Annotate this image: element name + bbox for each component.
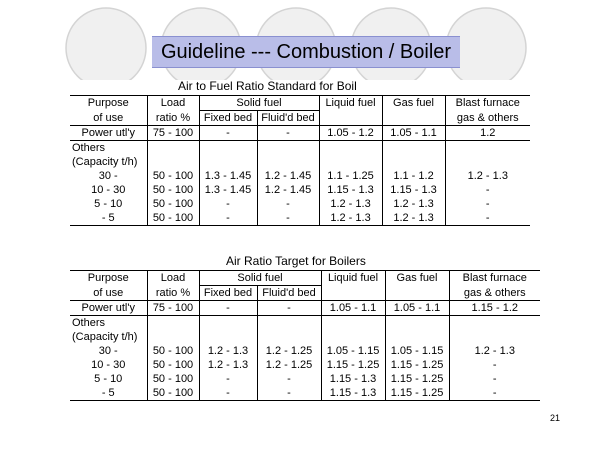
table-row xyxy=(70,316,540,331)
table2-subheader-row xyxy=(70,286,540,301)
cell: - xyxy=(485,198,490,210)
table2-header-row xyxy=(70,271,540,286)
table-row xyxy=(70,358,540,372)
cell: 50 - 100 xyxy=(147,211,199,226)
header-solid-fuel: Solid fuel xyxy=(199,96,319,111)
table-row xyxy=(70,183,530,197)
cell: 1.15 - 1.25 xyxy=(385,386,449,401)
cell: - xyxy=(257,301,321,316)
cell: 1.15 - 1.25 xyxy=(385,372,449,386)
cell: 1.05 - 1.1 xyxy=(385,301,449,316)
cell: 1.2 xyxy=(445,126,530,141)
cell: - 5 xyxy=(70,211,147,226)
header-ratio: ratio % xyxy=(147,111,199,126)
cell: - xyxy=(257,386,321,401)
cell: 1.1 - 1.2 xyxy=(382,169,445,183)
cell: Power utl'y xyxy=(70,126,147,141)
cell: 1.2 - 1.3 xyxy=(319,197,382,211)
cell: 75 - 100 xyxy=(147,126,199,141)
cell: 1.15 - 1.25 xyxy=(385,358,449,372)
cell: 50 - 100 xyxy=(147,386,199,401)
cell: - xyxy=(257,197,319,211)
cell: 1.2 - 1.3 xyxy=(382,211,445,226)
cell: 50 - 100 xyxy=(147,358,199,372)
cell: 5 - 10 xyxy=(70,197,147,211)
cell: 1.15 - 1.3 xyxy=(321,386,385,401)
table-row xyxy=(70,155,530,169)
cell: 1.2 - 1.3 xyxy=(474,345,515,357)
header-blank xyxy=(319,111,382,126)
cell: 1.05 - 1.2 xyxy=(319,126,382,141)
table-row xyxy=(70,126,530,141)
cell: - xyxy=(257,126,319,141)
header-gas-others: gas & others xyxy=(445,111,530,126)
table-row xyxy=(70,197,530,211)
capacity-label: (Capacity t/h) xyxy=(70,330,147,344)
capacity-label: (Capacity t/h) xyxy=(70,155,147,169)
cell: 1.05 - 1.1 xyxy=(382,126,445,141)
cell: 50 - 100 xyxy=(147,372,199,386)
cell: 75 - 100 xyxy=(147,301,199,316)
table-row xyxy=(70,386,540,401)
cell: - xyxy=(199,211,257,226)
cell: 50 - 100 xyxy=(147,183,199,197)
header-gas-fuel: Gas fuel xyxy=(382,96,445,111)
header-solid-fuel: Solid fuel xyxy=(199,271,321,286)
header-blast-furnace: Blast furnace xyxy=(449,271,540,286)
table-row xyxy=(70,344,540,358)
cell: 10 - 30 xyxy=(70,358,147,372)
header-liquid-fuel: Liquid fuel xyxy=(321,271,385,286)
cell: 1.2 - 1.3 xyxy=(382,197,445,211)
page-number: 21 xyxy=(549,413,560,423)
header-blank xyxy=(382,111,445,126)
cell: 1.2 - 1.25 xyxy=(257,344,321,358)
cell: 1.15 - 1.3 xyxy=(382,183,445,197)
header-purpose: Purpose xyxy=(70,271,147,286)
table-row xyxy=(70,372,540,386)
cell: 1.3 - 1.45 xyxy=(199,169,257,183)
cell: 1.1 - 1.25 xyxy=(319,169,382,183)
cell: 50 - 100 xyxy=(147,197,199,211)
cell: - xyxy=(199,372,257,386)
header-gas-fuel: Gas fuel xyxy=(385,271,449,286)
cell: 1.2 - 1.25 xyxy=(257,358,321,372)
cell: 1.05 - 1.15 xyxy=(321,344,385,358)
table-row xyxy=(70,330,540,344)
cell: 50 - 100 xyxy=(147,169,199,183)
header-ratio: ratio % xyxy=(147,286,199,301)
cell: 1.15 - 1.3 xyxy=(319,183,382,197)
cell: - xyxy=(199,126,257,141)
cell: - xyxy=(199,301,257,316)
cell: 1.15 - 1.2 xyxy=(449,301,540,316)
cell: - xyxy=(445,211,530,226)
cell: 1.2 - 1.3 xyxy=(199,358,257,372)
table-row xyxy=(70,301,540,316)
table1-header-row xyxy=(70,96,530,111)
table1-subheader-row xyxy=(70,111,530,126)
cell: Power utl'y xyxy=(70,301,147,316)
header-blank xyxy=(321,286,385,301)
cell: - xyxy=(492,359,497,371)
cell: 1.2 - 1.3 xyxy=(319,211,382,226)
cell: 1.2 - 1.45 xyxy=(257,183,319,197)
table-row xyxy=(70,211,530,226)
cell: - xyxy=(199,386,257,401)
cell: - xyxy=(492,373,497,385)
header-gas-others: gas & others xyxy=(449,286,540,301)
cell: - xyxy=(257,211,319,226)
header-blank xyxy=(385,286,449,301)
cell: 10 - 30 xyxy=(70,183,147,197)
header-load: Load xyxy=(147,271,199,286)
cell: 1.15 - 1.25 xyxy=(321,358,385,372)
others-label: Others xyxy=(70,316,147,331)
cell: 50 - 100 xyxy=(147,344,199,358)
header-fixed-bed: Fixed bed xyxy=(199,111,257,126)
table1 xyxy=(70,95,530,226)
header-of-use: of use xyxy=(70,286,147,301)
cell: - xyxy=(257,372,321,386)
header-fluid-bed: Fluid'd bed xyxy=(257,111,319,126)
header-fixed-bed: Fixed bed xyxy=(199,286,257,301)
header-load: Load xyxy=(147,96,199,111)
cell: - xyxy=(199,197,257,211)
table-row xyxy=(70,141,530,156)
cell: 5 - 10 xyxy=(70,372,147,386)
cell: - xyxy=(485,184,490,196)
cell: 1.05 - 1.1 xyxy=(321,301,385,316)
header-of-use: of use xyxy=(70,111,147,126)
cell: 1.05 - 1.15 xyxy=(385,344,449,358)
table2-caption: Air Ratio Target for Boilers xyxy=(226,254,366,268)
header-fluid-bed: Fluid'd bed xyxy=(257,286,321,301)
cell: - 5 xyxy=(70,386,147,401)
slide-title: Guideline --- Combustion / Boiler xyxy=(152,36,460,68)
others-label: Others xyxy=(70,141,147,156)
header-blast-furnace: Blast furnace xyxy=(445,96,530,111)
cell: 1.2 - 1.3 xyxy=(467,170,508,182)
cell: 30 - xyxy=(70,344,147,358)
table-row xyxy=(70,169,530,183)
table2 xyxy=(70,270,540,401)
cell: 1.3 - 1.45 xyxy=(199,183,257,197)
cell: - xyxy=(449,386,540,401)
table1-caption: Air to Fuel Ratio Standard for Boil xyxy=(178,79,357,93)
header-purpose: Purpose xyxy=(70,96,147,111)
header-liquid-fuel: Liquid fuel xyxy=(319,96,382,111)
cell: 1.2 - 1.3 xyxy=(199,344,257,358)
cell: 1.15 - 1.3 xyxy=(321,372,385,386)
cell: 30 - xyxy=(70,169,147,183)
cell: 1.2 - 1.45 xyxy=(257,169,319,183)
